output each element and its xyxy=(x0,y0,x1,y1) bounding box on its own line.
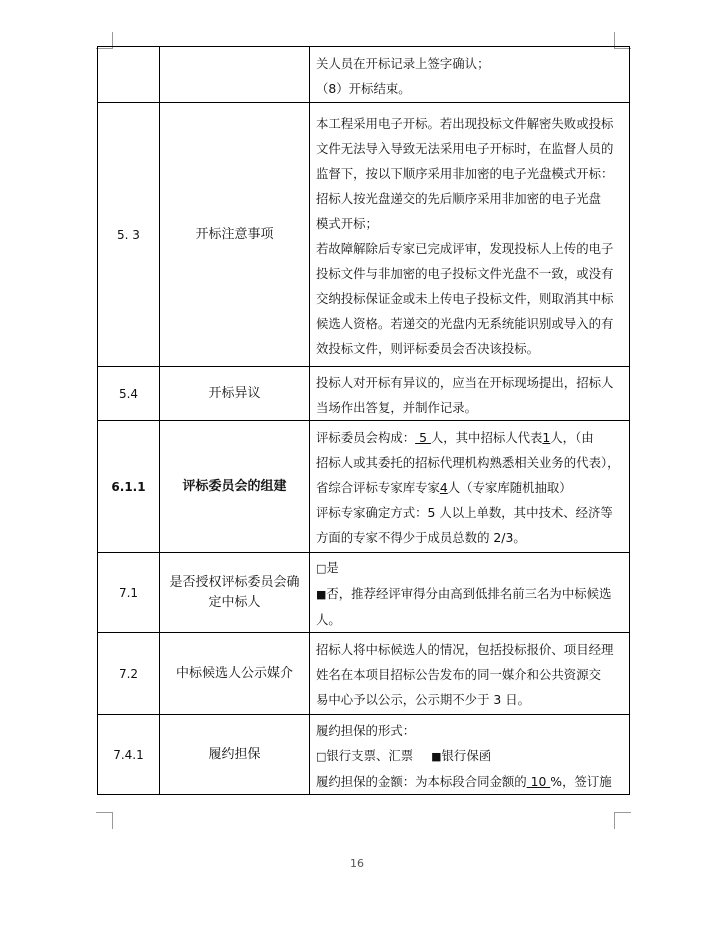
clause-content: 评标委员会构成： 5 人，其中招标人代表1人，（由 招标人或其委托的招标代理机构熟悉相关业务的代表）， 省综合评标专家库专家4人（专家库随机抽取） 评标专家确定方式：5 人以上单数，其中技术、经济等 方面的专家不得少于成员总数的 2/3。 xyxy=(310,421,630,553)
clause-content: 关人员在开标记录上签字确认； （8）开标结束。 xyxy=(310,47,630,103)
clause-content: 招标人将中标候选人的情况，包括投标报价、项目经理 姓名在本项目招标公告发布的同一媒介和公共资源交 易中心予以公示，公示期不少于 3 日。 xyxy=(310,633,630,715)
expert-count: 4 xyxy=(439,480,448,495)
clause-content: 投标人对开标有异议的，应当在开标现场提出，招标人 当场作出答复，并制作记录。 xyxy=(310,367,630,421)
table-row xyxy=(98,633,630,715)
guarantee-percent: 10 xyxy=(526,773,551,789)
table-row xyxy=(98,421,630,553)
table-row xyxy=(98,103,630,367)
clause-title: 履约担保 xyxy=(160,715,310,795)
clause-number: 7.2 xyxy=(98,633,160,715)
table-row xyxy=(98,367,630,421)
page-number: 16 xyxy=(350,857,364,870)
crop-mark-bottom-left xyxy=(96,812,113,829)
owner-representatives: 1 xyxy=(542,430,551,445)
crop-mark-bottom-right xyxy=(614,812,631,829)
clause-content: 本工程采用电子开标。若出现投标文件解密失败或投标 文件无法导入导致无法采用电子开标时，在监督人员的 监督下，按以下顺序采用非加密的电子光盘模式开标： 招标人按光盘递交的先后顺序采用非加密的电子光盘 模式开标； 若故障解除后专家已完成评审，发现投标人上传的电子 投标文件与非加密的电子投标文件光盘不一致，或没有 交纳投标保证金或未上传电子投标文件，则取消其中标 候选人资格。若递交的光盘内无系统能识别或导入的有 效投标文件，则评标委员会否决该投标。 xyxy=(310,103,630,367)
clause-number: 7.1 xyxy=(98,553,160,633)
clause-number: 7.4.1 xyxy=(98,715,160,795)
committee-size: 5 xyxy=(415,430,431,445)
clause-number: 5. 3 xyxy=(98,103,160,367)
table-row xyxy=(98,715,630,795)
clause-title xyxy=(160,47,310,103)
checkbox-checked-icon: ■ xyxy=(316,588,327,601)
clause-number: 6.1.1 xyxy=(98,421,160,553)
clause-content: 履约担保的形式： □银行支票、汇票 ■银行保函 履约担保的金额：为本标段合同金额的 10 %，签订施 xyxy=(310,715,630,795)
table-row xyxy=(98,47,630,103)
clause-number: 5.4 xyxy=(98,367,160,421)
clause-number xyxy=(98,47,160,103)
checkbox-checked-icon: ■ xyxy=(431,749,442,763)
table-row xyxy=(98,553,630,633)
checkbox-unchecked-icon: □ xyxy=(316,749,327,763)
clause-title: 中标候选人公示媒介 xyxy=(160,633,310,715)
clause-content: □是 ■否，推荐经评审得分由高到低排名前三名为中标候选 人。 xyxy=(310,553,630,633)
bid-info-table xyxy=(97,46,630,795)
clause-title: 评标委员会的组建 xyxy=(160,421,310,553)
clause-title: 开标注意事项 xyxy=(160,103,310,367)
clause-title: 开标异议 xyxy=(160,367,310,421)
clause-title: 是否授权评标委员会确定中标人 xyxy=(160,553,310,633)
checkbox-unchecked-icon: □ xyxy=(316,562,327,575)
